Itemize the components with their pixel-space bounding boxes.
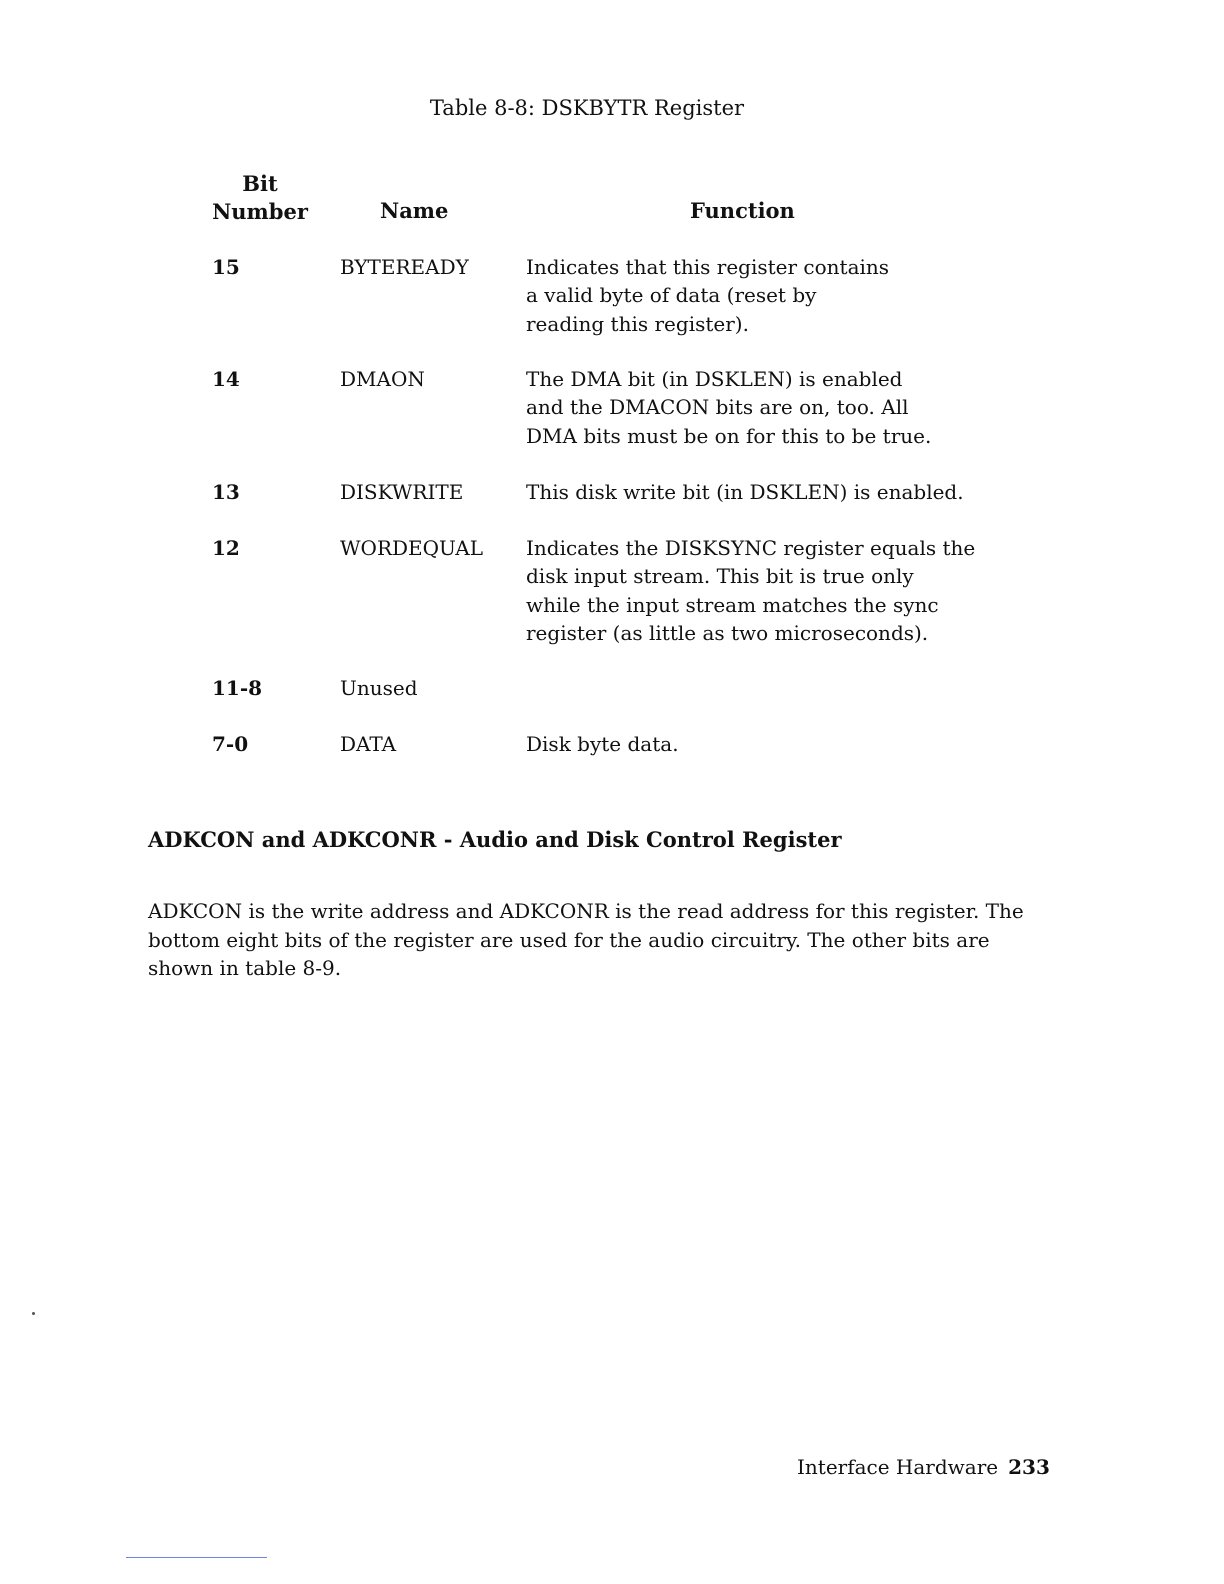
function-line: while the input stream matches the sync <box>526 592 939 617</box>
row-bit: 7-0 <box>212 732 249 756</box>
bottom-rule <box>126 1557 267 1558</box>
paragraph-line: shown in table 8-9. <box>148 956 342 981</box>
function-line: Indicates the DISKSYNC register equals the <box>526 536 976 560</box>
row-function <box>526 534 996 647</box>
row-name: Unused <box>340 676 418 700</box>
footer-section-title: Interface Hardware <box>797 1455 999 1479</box>
function-line: This disk write bit (in DSKLEN) is enabled. <box>526 480 964 504</box>
section-heading: ADKCON and ADKCONR - Audio and Disk Control Register <box>148 827 842 852</box>
row-function <box>526 478 996 506</box>
row-name: DMAON <box>340 367 425 391</box>
row-name: DISKWRITE <box>340 480 464 504</box>
row-function <box>526 253 996 338</box>
row-name: BYTEREADY <box>340 255 469 279</box>
table-caption: Table 8-8: DSKBYTR Register <box>429 96 745 120</box>
row-function <box>526 365 996 450</box>
function-line: a valid byte of data (reset by <box>526 283 817 308</box>
header-bit-line2: Number <box>212 199 308 224</box>
row-name: WORDEQUAL <box>340 536 484 560</box>
function-line: Indicates that this register contains <box>526 255 890 279</box>
header-bit-number <box>210 170 310 226</box>
header-bit-line1: Bit <box>242 171 278 196</box>
paragraph-line: ADKCON is the write address and ADKCONR is the read address for this register. The <box>148 899 1024 923</box>
function-line: The DMA bit (in DSKLEN) is enabled <box>526 367 903 391</box>
page-number: 233 <box>1008 1455 1050 1479</box>
row-bit: 15 <box>212 255 240 279</box>
function-line: register (as little as two microseconds). <box>526 620 929 645</box>
header-function: Function <box>690 198 795 223</box>
paragraph-line: bottom eight bits of the register are used for the audio circuitry. The other bits are <box>148 927 990 952</box>
row-bit: 11-8 <box>212 676 263 700</box>
function-line: disk input stream. This bit is true only <box>526 564 914 589</box>
row-function <box>526 730 996 758</box>
function-line: and the DMACON bits are on, too. All <box>526 395 909 420</box>
page-footer <box>797 1455 1050 1479</box>
header-name: Name <box>380 198 449 223</box>
function-line: DMA bits must be on for this to be true. <box>526 423 932 448</box>
scan-speck <box>32 1312 35 1315</box>
row-bit: 13 <box>212 480 240 504</box>
function-line: Disk byte data. <box>526 732 679 756</box>
row-bit: 14 <box>212 367 240 391</box>
body-paragraph <box>148 897 1038 983</box>
function-line: reading this register). <box>526 311 749 336</box>
row-bit: 12 <box>212 536 240 560</box>
row-name: DATA <box>340 732 397 756</box>
